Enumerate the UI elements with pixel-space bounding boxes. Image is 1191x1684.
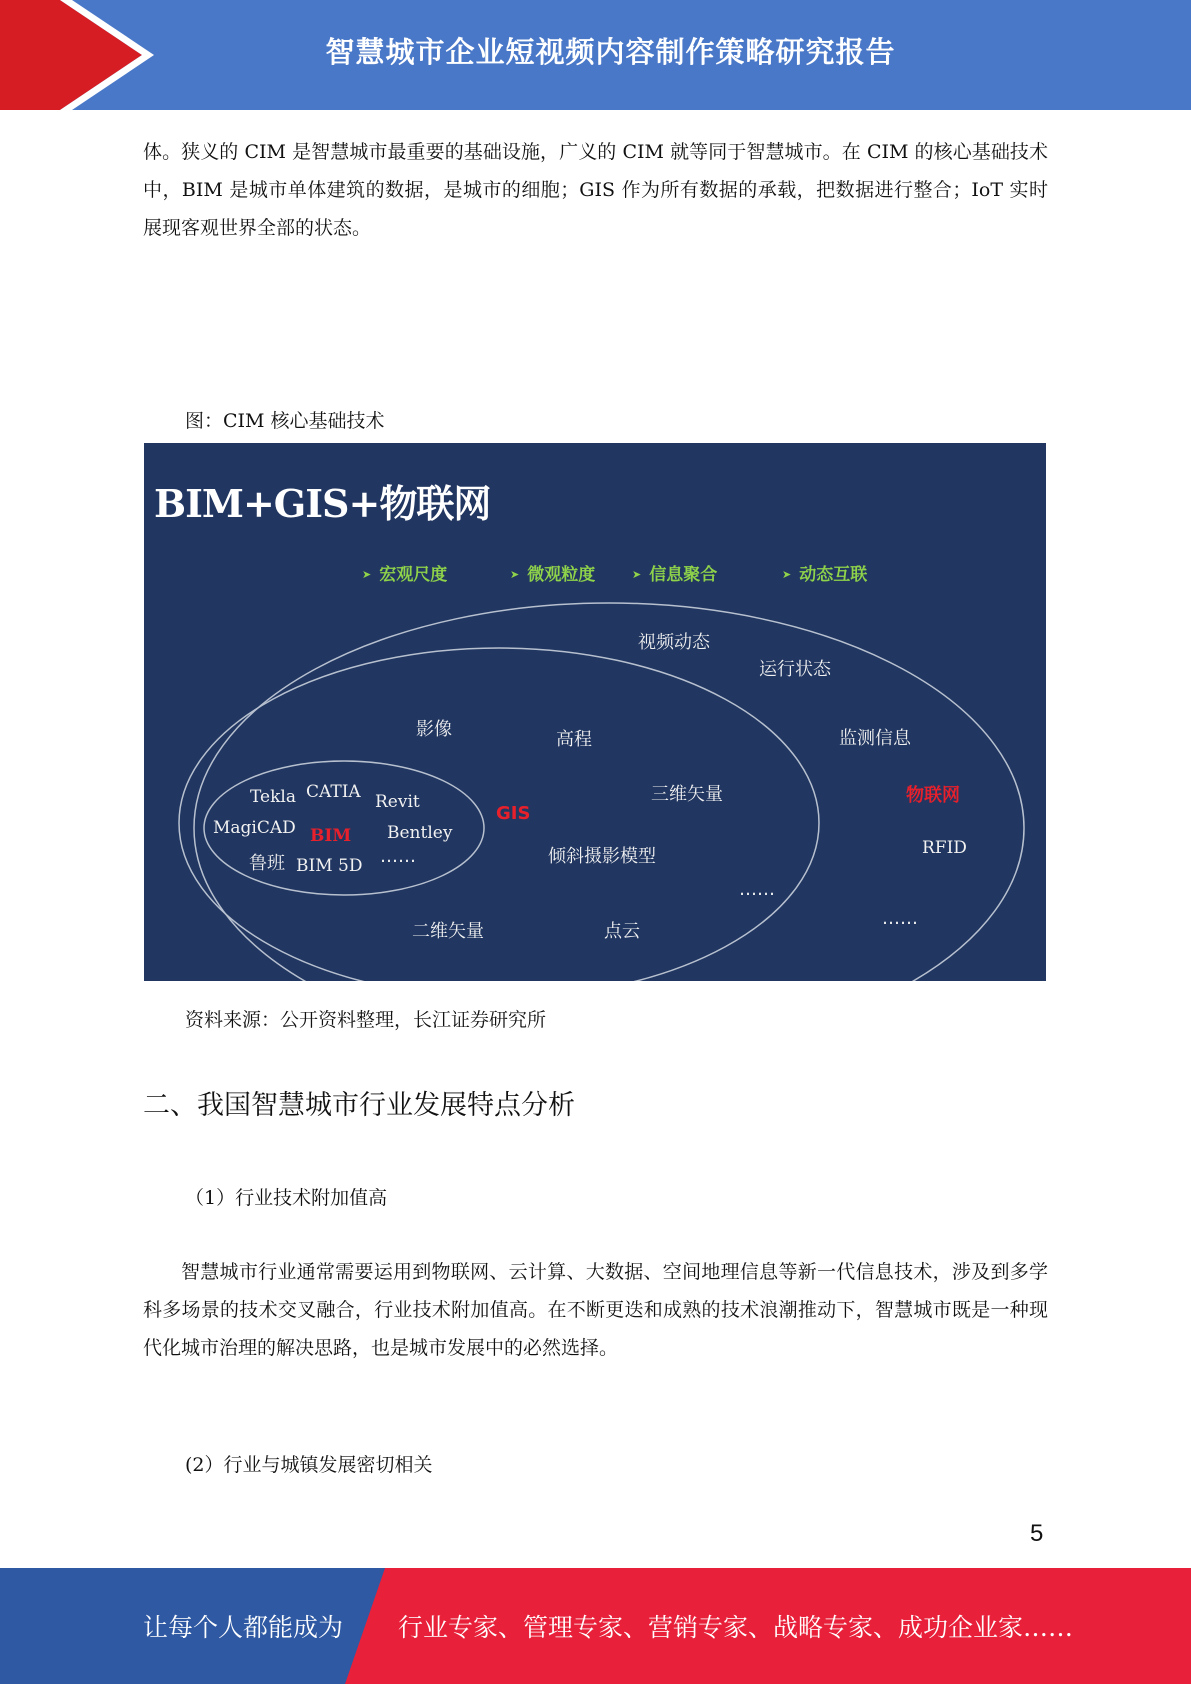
subheading-2: (2）行业与城镇发展密切相关	[185, 1454, 433, 1476]
report-title: 智慧城市企业短视频内容制作策略研究报告	[325, 35, 896, 69]
footer-slogan-left: 让每个人都能成为	[143, 1613, 344, 1642]
label-rfid: RFID	[922, 838, 967, 858]
label-monitoring-info: 监测信息	[839, 728, 911, 749]
label-tekla: Tekla	[250, 787, 296, 807]
label-catia: CATIA	[306, 782, 361, 802]
label-bim-5d: BIM 5D	[296, 856, 363, 876]
label-2d-vector: 二维矢量	[412, 921, 484, 942]
label-elevation: 高程	[556, 729, 592, 750]
bullet-micro-granularity: ➤ 微观粒度	[510, 565, 596, 585]
label-gis: GIS	[496, 803, 531, 824]
label-magicad: MagiCAD	[213, 818, 296, 838]
diagram-title: BIM+GIS+物联网	[154, 481, 491, 526]
label-iot-etc: ……	[882, 908, 918, 929]
bullet-macro-scale: ➤ 宏观尺度	[362, 565, 448, 585]
figure-caption: 图：CIM 核心基础技术	[185, 410, 385, 432]
label-oblique-photography: 倾斜摄影模型	[548, 846, 656, 867]
label-luban: 鲁班	[249, 853, 285, 874]
figure-source: 资料来源：公开资料整理，长江证券研究所	[185, 1009, 547, 1031]
page-footer	[0, 1568, 1191, 1684]
label-revit: Revit	[375, 792, 420, 812]
label-video-dynamic: 视频动态	[638, 632, 710, 653]
label-gis-etc: ……	[739, 879, 775, 900]
label-running-state: 运行状态	[759, 659, 831, 680]
intro-paragraph: 体。狭义的 CIM 是智慧城市最重要的基础设施，广义的 CIM 就等同于智慧城市。在 CIM 的核心基础技术中，BIM 是城市单体建筑的数据，是城市的细胞；GIS 作为所有数据的承载，把数据进行整合；IoT 实时展现客观世界全部的状态。	[143, 141, 1048, 239]
label-bim-etc: ……	[380, 846, 416, 867]
label-iot: 物联网	[906, 785, 960, 806]
cim-diagram	[144, 443, 1046, 981]
bullet-dynamic-interconnect: ➤ 动态互联	[782, 565, 868, 585]
page-header	[0, 0, 1191, 110]
subheading-1: （1）行业技术附加值高	[185, 1187, 388, 1209]
page-number: 5	[1030, 1520, 1044, 1547]
label-bentley: Bentley	[387, 823, 453, 843]
section2-paragraph: 智慧城市行业通常需要运用到物联网、云计算、大数据、空间地理信息等新一代信息技术，涉及到多学科多场景的技术交叉融合，行业技术附加值高。在不断更迭和成熟的技术浪潮推动下，智慧城市既是一种现代化城市治理的解决思路，也是城市发展中的必然选择。	[143, 1261, 1048, 1359]
bullet-info-aggregation: ➤ 信息聚合	[632, 565, 718, 585]
footer-slogan-right: 行业专家、管理专家、营销专家、战略专家、成功企业家……	[398, 1613, 1074, 1642]
section-heading: 二、我国智慧城市行业发展特点分析	[143, 1090, 575, 1121]
label-point-cloud: 点云	[604, 921, 640, 942]
label-imagery: 影像	[416, 719, 452, 740]
label-3d-vector: 三维矢量	[651, 784, 723, 805]
label-bim: BIM	[310, 826, 352, 846]
